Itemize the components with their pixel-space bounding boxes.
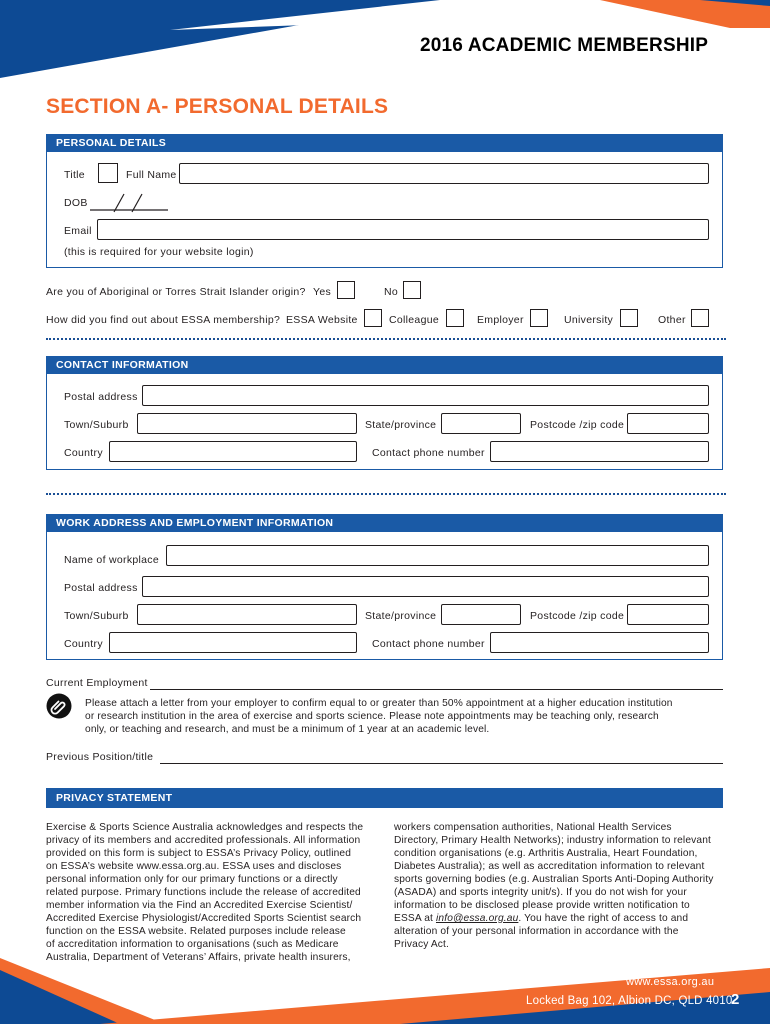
contact-phone-label: Contact phone number: [372, 447, 485, 459]
work-state-input[interactable]: [441, 604, 521, 625]
attach-note-line-3: only, or teaching and research, and must be a minimum of 1 year at an academic level.: [85, 724, 490, 735]
origin-yes-label: Yes: [313, 286, 332, 298]
work-state-label: State/province: [365, 610, 437, 622]
email-note: (this is required for your website login): [64, 246, 254, 258]
dotted-divider: [46, 338, 726, 340]
paperclip-icon: [46, 693, 72, 719]
work-postal-label: Postal address: [64, 582, 138, 594]
source-employer-checkbox[interactable]: [530, 309, 548, 327]
source-university-checkbox[interactable]: [620, 309, 638, 327]
privacy-left-line: Accredited Exercise Physiologist/Accredited Sports Scientist search: [46, 913, 362, 924]
privacy-email-suffix: . You have the right of access to and: [518, 913, 689, 924]
work-phone-label: Contact phone number: [372, 638, 485, 650]
email-input[interactable]: [97, 219, 709, 240]
footer-address: Locked Bag 102, Albion DC, QLD 4010: [526, 995, 733, 1007]
privacy-right-line: Directory, Primary Health Networks); industry information to relevant: [394, 835, 712, 846]
dotted-divider: [46, 493, 726, 495]
contact-state-label: State/province: [365, 419, 437, 431]
privacy-left-line: on ESSA’s website www.essa.org.au. ESSA uses and discloses: [46, 861, 342, 872]
contact-postcode-input[interactable]: [627, 413, 709, 434]
contact-postal-input[interactable]: [142, 385, 709, 406]
origin-no-label: No: [384, 286, 399, 298]
contact-state-input[interactable]: [441, 413, 521, 434]
work-postal-input[interactable]: [142, 576, 709, 597]
source-other-checkbox[interactable]: [691, 309, 709, 327]
work-country-label: Country: [64, 638, 103, 650]
source-option-colleague-label: Colleague: [389, 314, 439, 326]
privacy-right-line: sports governing bodies (e.g. Australian Sports Anti-Doping Authority: [394, 874, 714, 885]
page-number: 2: [731, 991, 740, 1008]
contact-town-label: Town/Suburb: [64, 419, 129, 431]
email-label: Email: [64, 225, 92, 237]
source-option-employer-label: Employer: [477, 314, 524, 326]
origin-yes-checkbox[interactable]: [337, 281, 355, 299]
privacy-left-line: personal information only for our primary functions or a directly: [46, 874, 338, 885]
privacy-email-prefix: ESSA at: [394, 913, 436, 924]
privacy-left-line: function on the ESSA website. Related purposes include release: [46, 926, 346, 937]
origin-no-checkbox[interactable]: [403, 281, 421, 299]
work-postcode-input[interactable]: [627, 604, 709, 625]
title-label: Title: [64, 169, 85, 181]
section-title: SECTION A- PERSONAL DETAILS: [46, 95, 389, 118]
privacy-right-line: condition organisations (e.g. Arthritis Australia, Heart Foundation,: [394, 848, 698, 859]
privacy-right-line: (ASADA) and sports integrity unit/s). If you do not wish for your: [394, 887, 687, 898]
fullname-input[interactable]: [179, 163, 709, 184]
workplace-input[interactable]: [166, 545, 709, 566]
title-input[interactable]: [98, 163, 118, 183]
source-option-university-label: University: [564, 314, 614, 326]
work-postcode-label: Postcode /zip code: [530, 610, 625, 622]
contact-phone-input[interactable]: [490, 441, 709, 462]
privacy-right-line: alteration of your personal information in accordance with the: [394, 926, 679, 937]
attach-note-line-1: Please attach a letter from your employer to confirm equal to or greater than 50% appointment at a higher education institution: [85, 698, 673, 709]
contact-country-input[interactable]: [109, 441, 357, 462]
source-essa-website-checkbox[interactable]: [364, 309, 382, 327]
dob-label: DOB: [64, 197, 88, 209]
work-town-label: Town/Suburb: [64, 610, 129, 622]
privacy-left-line: provided on this form is subject to ESSA’s Privacy Policy, outlined: [46, 848, 352, 859]
privacy-left-line: related purpose. Primary functions include the release of accredited: [46, 887, 361, 898]
source-option-essa-website-label: ESSA Website: [286, 314, 358, 326]
privacy-right-line: Diabetes Australia); as well as accreditation information to relevant: [394, 861, 705, 872]
work-country-input[interactable]: [109, 632, 357, 653]
fullname-label: Full Name: [126, 169, 177, 181]
privacy-left-line: Australia, Department of Veterans’ Affairs, private health insurers,: [46, 952, 351, 963]
current-employment-input[interactable]: [150, 689, 723, 690]
privacy-right-line: information to be disclosed please provide written notification to: [394, 900, 690, 911]
workplace-label: Name of workplace: [64, 554, 159, 566]
contact-postcode-label: Postcode /zip code: [530, 419, 625, 431]
previous-position-label: Previous Position/title: [46, 751, 154, 763]
privacy-left-line: member information via the Find an Accredited Exercise Scientist/: [46, 900, 353, 911]
footer-website[interactable]: www.essa.org.au: [626, 976, 715, 988]
privacy-left-line: Exercise & Sports Science Australia acknowledges and respects the: [46, 822, 364, 833]
privacy-left-column: [46, 821, 386, 964]
form-title: 2016 ACADEMIC MEMBERSHIP: [420, 35, 709, 56]
privacy-email-link[interactable]: info@essa.org.au: [435, 913, 519, 924]
source-option-other-label: Other: [658, 314, 686, 326]
personal-details-heading: PERSONAL DETAILS: [46, 134, 723, 152]
privacy-right-line: workers compensation authorities, National Health Services: [394, 822, 672, 833]
source-question: How did you find out about ESSA membership?: [46, 314, 281, 326]
privacy-email-line: [394, 912, 734, 925]
privacy-right-column: [394, 821, 734, 951]
dob-input[interactable]: [90, 192, 170, 214]
work-phone-input[interactable]: [490, 632, 709, 653]
contact-postal-label: Postal address: [64, 391, 138, 403]
source-colleague-checkbox[interactable]: [446, 309, 464, 327]
privacy-left-line: privacy of its members and accredited professionals. All information: [46, 835, 361, 846]
attach-note-line-2: or research institution in the area of exercise and sports science. Please note appointments may be teaching only, research: [85, 711, 659, 722]
privacy-left-line: of accreditation information to organisations (such as Medicare: [46, 939, 339, 950]
header-orange-shape: [600, 0, 770, 28]
work-information-heading: WORK ADDRESS AND EMPLOYMENT INFORMATION: [46, 514, 723, 532]
current-employment-label: Current Employment: [46, 677, 148, 689]
previous-position-input[interactable]: [160, 763, 723, 764]
contact-information-heading: CONTACT INFORMATION: [46, 356, 723, 374]
privacy-statement-heading: PRIVACY STATEMENT: [46, 788, 723, 808]
contact-country-label: Country: [64, 447, 103, 459]
contact-town-input[interactable]: [137, 413, 357, 434]
work-town-input[interactable]: [137, 604, 357, 625]
privacy-right-line: Privacy Act.: [394, 939, 450, 950]
origin-question: Are you of Aboriginal or Torres Strait Islander origin?: [46, 286, 306, 298]
